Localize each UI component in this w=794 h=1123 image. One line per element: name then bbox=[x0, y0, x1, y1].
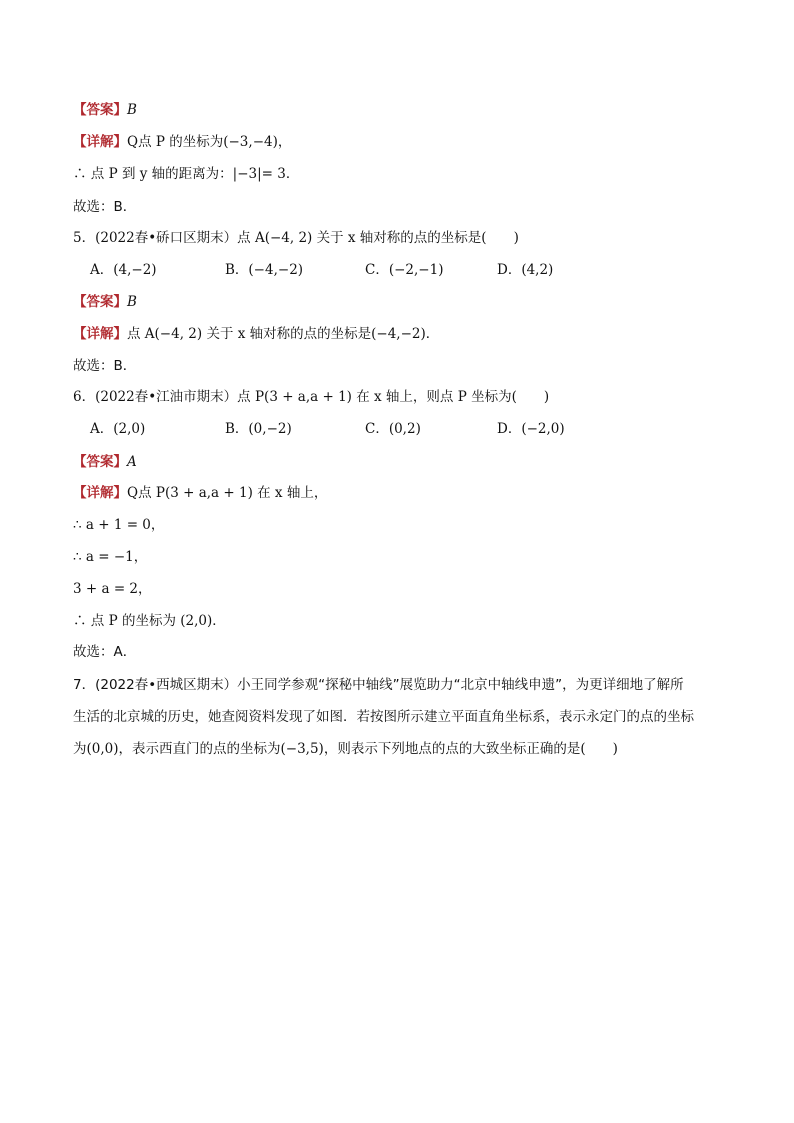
detail-label: 【详解】 bbox=[73, 326, 127, 342]
question-5-stem: 5．(2022春•硚口区期末）点 A(−4, 2) 关于 x 轴对称的点的坐标是( ) bbox=[73, 230, 519, 246]
detail-label: 【详解】 bbox=[73, 485, 127, 501]
choose-line: 故选：A． bbox=[73, 644, 137, 660]
option-b: B．(0,−2) bbox=[225, 421, 292, 437]
option-a: A．(4,−2) bbox=[90, 262, 157, 278]
question-7-line: 生活的北京城的历史，她查阅资料发现了如图．若按图所示建立平面直角坐标系，表示永定门的点的坐标 bbox=[73, 709, 694, 725]
option-c: C．(0,2) bbox=[365, 421, 421, 437]
question-6-stem: 6．(2022春•江油市期末）点 P(3 + a,a + 1) 在 x 轴上，则点 P 坐标为( ) bbox=[73, 389, 550, 405]
detail-text: 点 A(−4, 2) 关于 x 轴对称的点的坐标是(−4,−2)． bbox=[127, 326, 440, 342]
detail-line: ∴ 点 P 的坐标为 (2,0)． bbox=[73, 613, 226, 629]
option-b: B．(−4,−2) bbox=[225, 262, 304, 278]
detail-text: Q点 P(3 + a,a + 1) 在 x 轴上， bbox=[127, 485, 328, 501]
question-7-line: 7．(2022春•西城区期末）小王同学参观“探秘中轴线”展览助力“北京中轴线申遗”，为更详细地了解所 bbox=[73, 677, 684, 693]
choose-line: 故选：B． bbox=[73, 199, 137, 215]
detail-label: 【详解】 bbox=[73, 134, 127, 150]
detail-line: ∴ a + 1 = 0， bbox=[73, 517, 165, 533]
answer-label: 【答案】 bbox=[73, 294, 127, 310]
detail-line: 3 + a = 2， bbox=[73, 581, 152, 597]
detail-row-prev bbox=[73, 132, 291, 152]
option-c: C．(−2,−1) bbox=[365, 262, 444, 278]
answer-row-q6 bbox=[73, 452, 137, 472]
answer-label: 【答案】 bbox=[73, 102, 127, 118]
detail-row-q6 bbox=[73, 483, 327, 503]
detail-text: Q点 P 的坐标为(−3,−4)， bbox=[127, 134, 292, 150]
answer-label: 【答案】 bbox=[73, 454, 127, 470]
option-d: D．(4,2) bbox=[497, 262, 554, 278]
answer-row-prev bbox=[73, 100, 137, 120]
option-a: A．(2,0) bbox=[90, 421, 146, 437]
question-7-line: 为(0,0)，表示西直门的点的坐标为(−3,5)，则表示下列地点的点的大致坐标正确的是( ) bbox=[73, 741, 618, 757]
detail-line: ∴ 点 P 到 y 轴的距离为：|−3|= 3． bbox=[73, 166, 300, 182]
option-d: D．(−2,0) bbox=[497, 421, 565, 437]
detail-row-q5 bbox=[73, 324, 439, 344]
answer-value: B bbox=[127, 102, 137, 118]
detail-line: ∴ a = −1， bbox=[73, 549, 148, 565]
answer-row-q5 bbox=[73, 292, 137, 312]
choose-line: 故选：B． bbox=[73, 358, 137, 374]
answer-value: B bbox=[127, 294, 137, 310]
answer-value: A bbox=[127, 454, 137, 470]
